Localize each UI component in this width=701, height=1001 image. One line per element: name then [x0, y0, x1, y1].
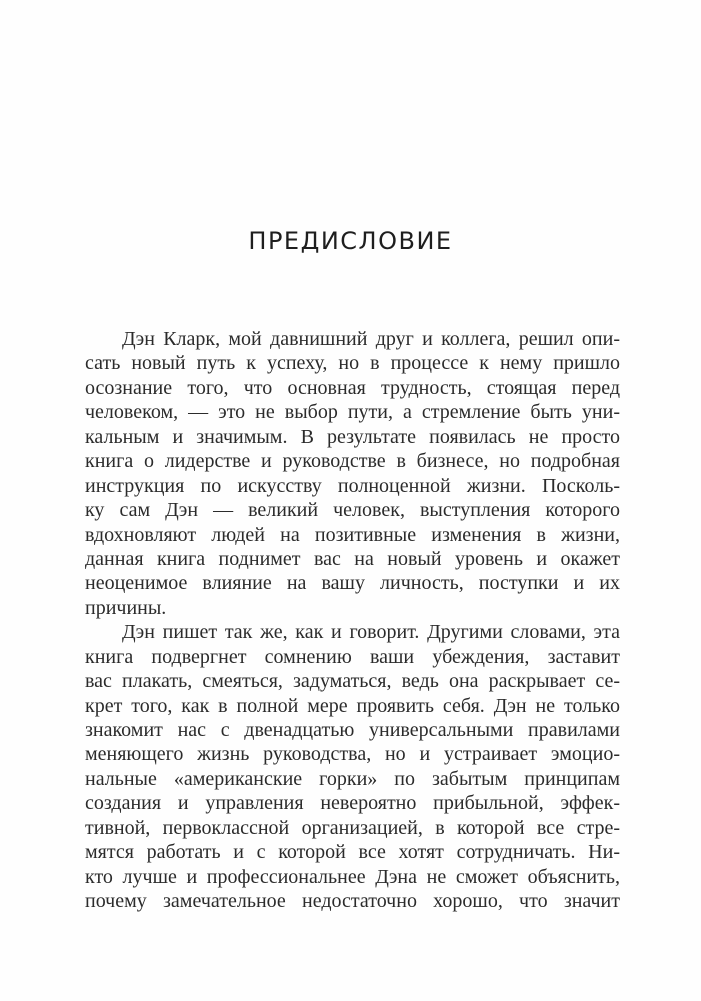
body-text	[85, 327, 620, 914]
text-line: Дэн пишет так же, как и говорит. Другими словами, эта	[122, 621, 620, 644]
text-line: меняющего жизнь руководства, но и устраивает эмоцио-	[85, 743, 620, 766]
text-line: человеком, — это не выбор пути, а стремление быть уни-	[85, 401, 620, 424]
text-line: инструкция по искусству полноценной жизни. Посколь-	[85, 474, 620, 497]
text-line: ку сам Дэн — великий человек, выступления которого	[85, 499, 620, 522]
text-line: данная книга поднимет вас на новый уровень и окажет	[85, 547, 620, 570]
chapter-title: ПРЕДИСЛОВИЕ	[248, 227, 453, 255]
text-line: кальным и значимым. В результате появилась не просто	[85, 425, 620, 448]
paragraph-2	[85, 620, 620, 913]
text-line: причины.	[85, 596, 167, 619]
text-line: вдохновляют людей на позитивные изменения в жизни,	[85, 523, 620, 546]
text-line: создания и управления невероятно прибыльной, эффек-	[85, 792, 620, 815]
text-line: вас плакать, смеяться, задуматься, ведь она раскрывает се-	[85, 670, 620, 693]
text-line: сать новый путь к успеху, но в процессе к нему пришло	[85, 352, 620, 375]
text-line: кто лучше и профессиональнее Дэна не сможет объяснить,	[85, 865, 620, 888]
text-line: нальные «американские горки» по забытым принципам	[85, 767, 620, 790]
text-line: тивной, первоклассной организацией, в которой все стре-	[85, 816, 620, 839]
text-line: книга о лидерстве и руководстве в бизнесе, но подробная	[85, 450, 620, 473]
paragraph-1	[85, 327, 620, 620]
text-line: крет того, как в полной мере проявить себя. Дэн не только	[85, 694, 620, 717]
text-line: мятся работать и с которой все хотят сотрудничать. Ни-	[85, 841, 620, 864]
text-line: Дэн Кларк, мой давнишний друг и коллега, решил опи-	[122, 328, 620, 350]
text-line: осознание того, что основная трудность, стоящая перед	[85, 376, 620, 399]
text-line: почему замечательное недостаточно хорошо, что значит	[85, 890, 620, 913]
text-line: знакомит нас с двенадцатью универсальными правилами	[85, 719, 620, 741]
text-line: неоценимое влияние на вашу личность, поступки и их	[85, 572, 620, 595]
text-line: книга подвергнет сомнению ваши убеждения, заставит	[85, 645, 620, 668]
